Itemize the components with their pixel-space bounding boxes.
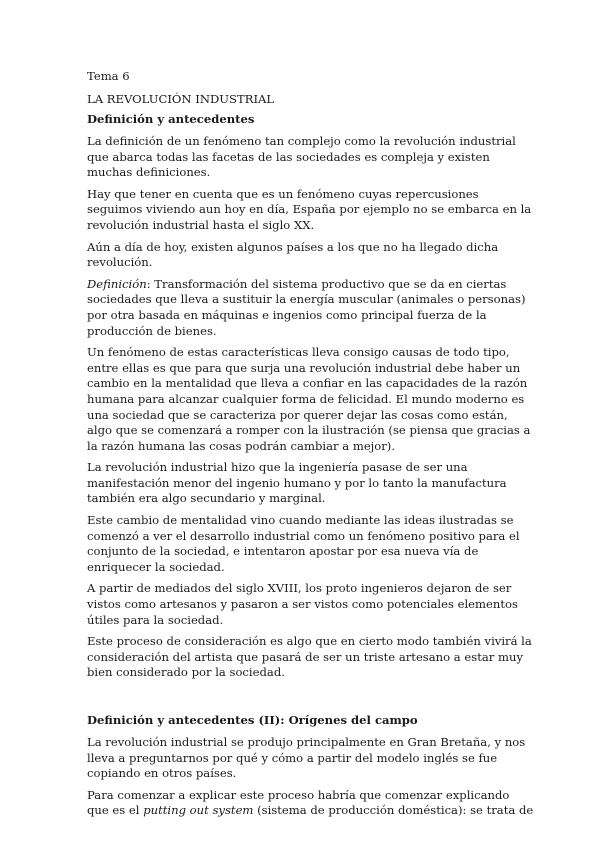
- text-line: lleva a preguntarnos por qué y cómo a partir del modelo inglés se fue: [87, 750, 498, 765]
- section-heading-2: Definición y antecedentes (II): Orígenes del campo: [87, 713, 418, 727]
- section-spacer: [87, 687, 515, 712]
- paragraph: [87, 581, 518, 628]
- definition-text: : Transformación del sistema productivo que se da en ciertas: [146, 276, 507, 291]
- paragraph: [87, 735, 526, 782]
- paragraph: [87, 345, 531, 454]
- paragraph: [87, 460, 515, 507]
- text-line: cambio en la mentalidad que lleva a confiar en las capacidades de la razón: [87, 376, 528, 391]
- italic-term: putting out system: [143, 803, 254, 818]
- paragraph: [87, 134, 515, 181]
- topic-number: Tema 6: [87, 69, 130, 83]
- definition-paragraph: [87, 276, 526, 339]
- text-line: también era algo secundario y marginal.: [87, 491, 326, 506]
- text-line: La definición de un fenómeno tan complejo como la revolución industrial: [87, 134, 516, 148]
- text-line: [87, 803, 534, 819]
- text-line: enriquecer la sociedad.: [87, 559, 225, 574]
- text-line: producción de bienes.: [87, 323, 217, 338]
- text-line: revolución industrial hasta el siglo XX.: [87, 217, 315, 232]
- text-line: la razón humana las cosas podrán cambiar a mejor).: [87, 438, 396, 453]
- text-line: A partir de mediados del siglo XVIII, los proto ingenieros dejaron de ser: [87, 581, 512, 596]
- text-line: humana para alcanzar cualquier forma de felicidad. El mundo moderno es: [87, 391, 525, 406]
- paragraph: [87, 186, 532, 234]
- text-line: comenzó a ver el desarrollo industrial como un fenómeno positivo para el: [87, 528, 520, 543]
- text-segment: que es el: [87, 803, 144, 818]
- text-line: [87, 277, 515, 293]
- text-line: La revolución industrial se produjo principalmente en Gran Bretaña, y nos: [87, 735, 526, 749]
- paragraph: [87, 787, 534, 819]
- text-line: una sociedad que se caracteriza por querer dejar las cosas como están,: [87, 407, 508, 422]
- text-line: útiles para la sociedad.: [87, 612, 224, 627]
- text-line: algo que se comenzará a romper con la ilustración (se piensa que gracias a: [87, 423, 531, 438]
- paragraph: [87, 513, 520, 575]
- text-line: sociedades que lleva a sustituir la energía muscular (animales o personas): [87, 292, 526, 307]
- text-line: Este cambio de mentalidad vino cuando mediante las ideas ilustradas se: [87, 513, 514, 528]
- text-line: Un fenómeno de estas características lleva consigo causas de todo tipo,: [87, 345, 510, 360]
- text-line: que abarca todas las facetas de las sociedades es compleja y existen: [87, 149, 490, 164]
- text-line: manifestación menor del ingenio humano y por lo tanto la manufactura: [87, 475, 507, 490]
- text-line: bien considerado por la sociedad.: [87, 665, 285, 680]
- paragraph: [87, 240, 515, 271]
- text-line: seguimos viviendo aun hoy en día, España por ejemplo no se embarca en la: [87, 202, 532, 217]
- text-line: muchas definiciones.: [87, 165, 211, 180]
- definition-label: Definición: [87, 276, 147, 291]
- text-line: conjunto de la sociedad, e intentaron apostar por esa nueva vía de: [87, 544, 479, 559]
- page-content: [87, 68, 534, 825]
- text-line: Para comenzar a explicar este proceso habría que comenzar explicando: [87, 787, 510, 802]
- text-line: La revolución industrial hizo que la ingeniería pasase de ser una: [87, 460, 468, 475]
- document-title: LA REVOLUCIÓN INDUSTRIAL: [87, 92, 275, 106]
- text-line: consideración del artista que pasará de ser un triste artesano a estar muy: [87, 649, 524, 664]
- text-line: por otra basada en máquinas e ingenios como principal fuerza de la: [87, 307, 487, 322]
- text-line: Hay que tener en cuenta que es un fenómeno cuyas repercusiones: [87, 186, 479, 201]
- text-line: revolución.: [87, 255, 153, 270]
- text-line: Este proceso de consideración es algo que en cierto modo también vivirá la: [87, 634, 532, 649]
- section-heading-1: Definición y antecedentes: [87, 112, 255, 126]
- text-segment: (sistema de producción doméstica): se trata de: [253, 803, 534, 818]
- text-line: vistos como artesanos y pasaron a ser vistos como potenciales elementos: [87, 597, 518, 612]
- paragraph: [87, 634, 532, 681]
- text-line: Aún a día de hoy, existen algunos países a los que no ha llegado dicha: [87, 239, 499, 254]
- text-line: entre ellas es que para que surja una revolución industrial debe haber un: [87, 360, 521, 375]
- text-line: copiando en otros países.: [87, 766, 237, 781]
